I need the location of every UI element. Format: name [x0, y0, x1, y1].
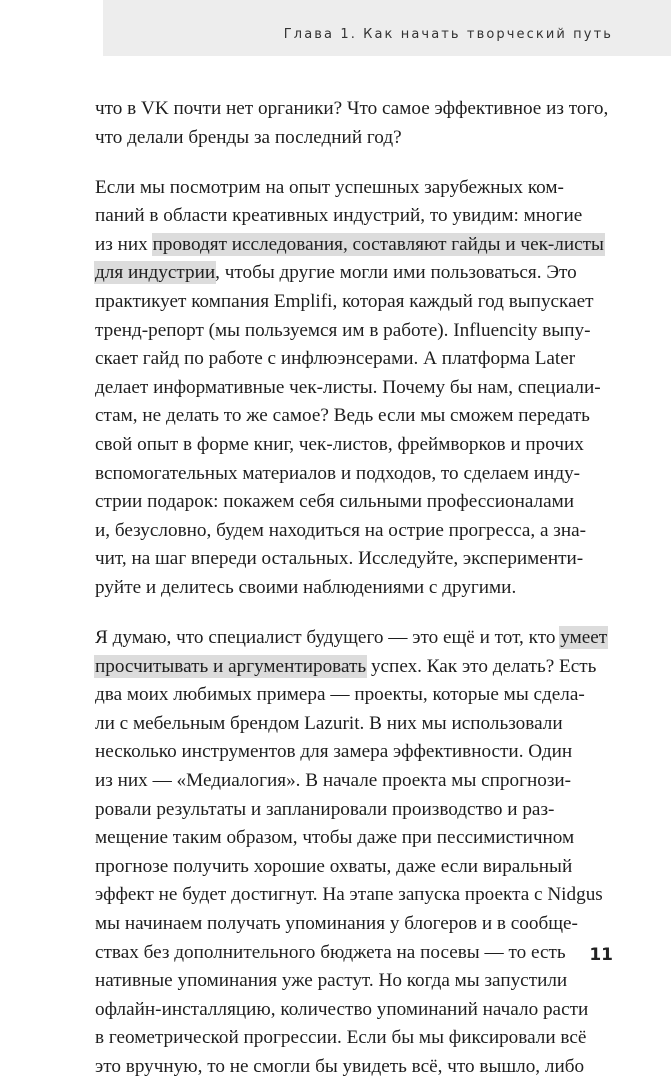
text-line [95, 374, 599, 403]
text-segment: практикует компания Emplifi, которая каждый год выпускает [95, 291, 594, 313]
highlighted-text: проводят исследования, составляют гайды и чек-листы [152, 233, 604, 255]
text-line [95, 710, 599, 739]
paragraph [95, 174, 604, 603]
text-segment: делает информативные чек-листы. Почему бы нам, специали- [95, 376, 601, 398]
text-segment: успех. Как это делать? Есть [366, 655, 597, 677]
text-line [95, 681, 599, 710]
text-line [95, 996, 599, 1025]
text-line [95, 317, 599, 346]
text-line [95, 1024, 599, 1053]
text-segment: , чтобы другие могли ими пользоваться. Это [215, 262, 577, 284]
text-segment: ровали результаты и запланировали производство и раз- [95, 798, 555, 820]
text-line [95, 967, 599, 996]
text-line [95, 431, 599, 460]
text-segment: свой опыт в форме книг, чек-листов, фреймворков и прочих [95, 434, 584, 456]
text-segment: эффект не будет достигнут. На этапе запуска проекта с Nidgus [95, 884, 603, 906]
text-line [95, 488, 599, 517]
text-line [95, 402, 599, 431]
running-title: Глава 1. Как начать творческий путь [283, 27, 613, 42]
text-segment: чит, на шаг впереди остальных. Исследуйте, эксперименти- [95, 548, 584, 570]
text-segment: скает гайд по работе с инфлюэнсерами. А платформа Later [95, 348, 576, 370]
text-line [95, 853, 599, 882]
text-line [95, 653, 599, 682]
text-line [95, 881, 603, 910]
text-segment: что делали бренды за последний год? [95, 126, 402, 148]
page-number: 11 [589, 945, 613, 965]
text-segment: несколько инструментов для замера эффективности. Один [95, 741, 573, 763]
text-line [95, 767, 599, 796]
text-line [95, 231, 604, 260]
text-segment: мы начинаем получать упоминания у блогеров и в сообще- [95, 913, 578, 935]
text-line [95, 259, 599, 288]
text-line [95, 738, 599, 767]
text-line [95, 517, 599, 546]
text-line [95, 124, 599, 153]
text-segment: Если мы посмотрим на опыт успешных зарубежных ком- [95, 176, 564, 198]
text-segment: тренд-репорт (мы пользуемся им в работе). Influencity выпу- [95, 319, 591, 341]
text-line [95, 460, 599, 489]
text-line [95, 796, 599, 825]
highlighted-text: для индустрии [95, 262, 216, 284]
text-line [95, 545, 599, 574]
text-line [95, 288, 599, 317]
text-segment: два моих любимых примера — проекты, которые мы сдела- [95, 684, 585, 706]
text-line [95, 910, 599, 939]
text-line [95, 574, 599, 603]
text-line [95, 1053, 599, 1082]
text-line [95, 95, 609, 124]
text-segment: это вручную, то не смогли бы увидеть всё, что вышло, либо [95, 1056, 585, 1077]
text-segment: стам, не делать то же самое? Ведь если мы сможем передать [95, 405, 590, 427]
text-segment: в геометрической прогрессии. Если бы мы фиксировали всё [95, 1027, 587, 1049]
highlighted-text: просчитывать и аргументировать [95, 655, 367, 677]
text-segment: нативные упоминания уже растут. Но когда мы запустили [95, 970, 568, 992]
text-segment: руйте и делитесь своими наблюдениями с другими. [95, 577, 517, 598]
paragraph-gap [95, 603, 599, 625]
text-segment: из них [95, 233, 153, 255]
text-segment: ли с мебельным брендом Lazurit. В них мы использовали [95, 712, 563, 734]
running-header [103, 0, 671, 56]
text-segment: мещение таким образом, чтобы даже при пессимистичном [95, 827, 575, 849]
text-segment: что в VK почти нет органики? Что самое эффективное из того, [95, 98, 609, 119]
text-segment: Я думаю, что специалист будущего — это ещё и тот, кто [95, 627, 561, 649]
text-segment: и, безусловно, будем находиться на острие прогресса, а зна- [95, 519, 587, 541]
text-segment: офлайн-инсталляцию, количество упоминаний начало расти [95, 998, 589, 1020]
text-segment: паний в области креативных индустрий, то увидим: многие [95, 205, 583, 227]
text-segment: прогнозе получить хорошие охваты, даже если виральный [95, 855, 573, 877]
text-line [95, 345, 599, 374]
paragraph [95, 95, 609, 152]
paragraph-gap [95, 152, 599, 174]
text-line [95, 174, 599, 203]
text-line [95, 624, 608, 653]
text-segment: ствах без дополнительного бюджета на посевы — то есть [95, 941, 566, 963]
text-line [95, 939, 599, 968]
text-segment: стрии подарок: покажем себя сильными профессионалами [95, 491, 575, 513]
highlighted-text: умеет [560, 627, 608, 649]
text-line [95, 824, 599, 853]
text-line [95, 202, 599, 231]
text-segment: вспомогательных материалов и подходов, то сделаем инду- [95, 462, 581, 484]
text-segment: из них — «Медиалогия». В начале проекта мы спрогнози- [95, 770, 572, 792]
